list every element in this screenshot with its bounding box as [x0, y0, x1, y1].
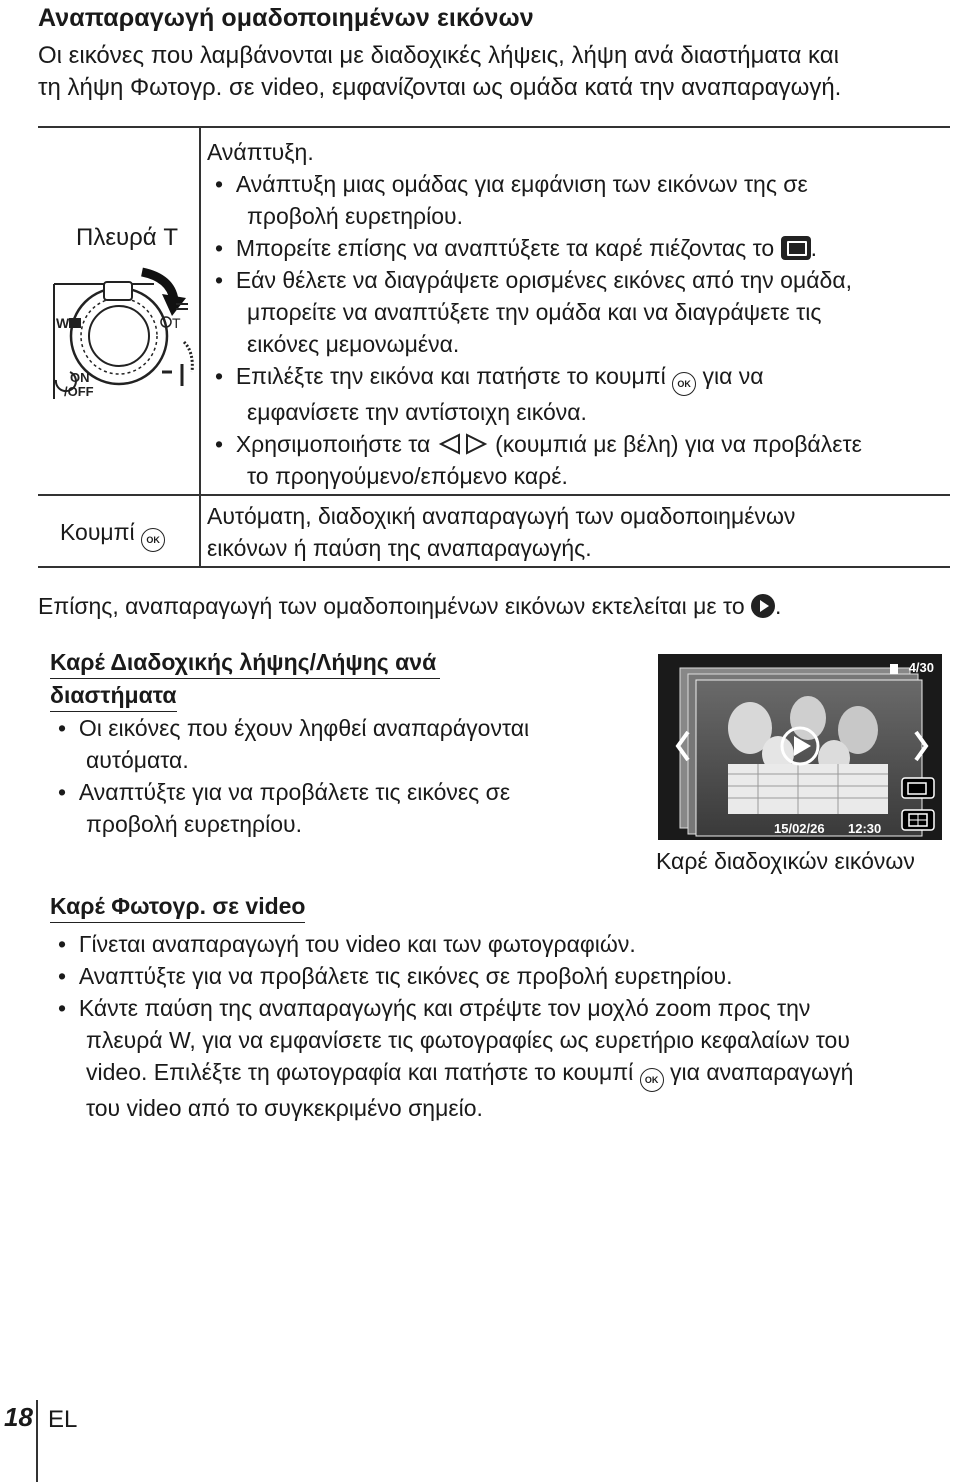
table-bottom-rule — [38, 566, 950, 568]
left-right-arrows-icon — [437, 433, 489, 455]
on-label: ON — [70, 370, 90, 385]
pv-bullet-3: • Κάντε παύση της αναπαραγωγής και στρέψτε τον μοχλό zoom προς την πλευρά W, για να εμφανίσετε τις φωτογραφίες ως ευρετήριο κεφαλαίων του video. Επιλέξτε τη φωτογραφία και πατήστε το κουμπί OK για αναπαραγωγή του video από το συγκεκριμένο σημείο. — [58, 995, 854, 1121]
frame-time: 12:30 — [848, 821, 882, 836]
burst-bullet-2: • Αναπτύξτε για να προβάλετε τις εικόνες σε προβολή ευρετηρίου. — [58, 779, 511, 837]
t-side-label: Πλευρά T — [76, 224, 179, 251]
figure-caption: Καρέ διαδοχικών εικόνων — [656, 848, 915, 874]
expand-bullets — [215, 168, 945, 492]
bullet-3: • Εάν θέλετε να διαγράψετε ορισμένες εικόνες από την ομάδα, μπορείτε να αναπτύξετε την ομάδα και να διαγράψετε τις εικόνες μεμονωμένα. — [215, 267, 853, 357]
burst-frame-figure — [658, 654, 942, 840]
intro-paragraph — [38, 40, 938, 104]
pv-bullet-2: • Αναπτύξτε για να προβάλετε τις εικόνες σε προβολή ευρετηρίου. — [58, 963, 733, 989]
bullet-4: • Επιλέξτε την εικόνα και πατήστε το κουμπί OK για να εμφανίσετε την αντίστοιχη εικόνα. — [215, 363, 764, 425]
ok-button-icon: OK — [141, 528, 165, 552]
autoplay-description: Αυτόματη, διαδοχική αναπαραγωγή των ομαδοποιημένων εικόνων ή παύση της αναπαραγωγής. — [207, 503, 796, 561]
intro-line-2: τη λήψη Φωτογρ. σε video, εμφανίζονται ως ομάδα κατά την αναπαραγωγή. — [38, 74, 842, 101]
table-top-rule — [38, 126, 950, 128]
bullet-5: • Χρησιμοποιήστε τα (κουμπιά με βέλη) για να προβάλετε το προηγούμενο/επόμενο καρέ. — [215, 431, 862, 489]
play-icon — [751, 594, 775, 618]
frame-counter: 4/30 — [908, 660, 934, 675]
burst-bullet-1: • Οι εικόνες που έχουν ληφθεί αναπαράγονται αυτόματα. — [58, 715, 530, 773]
ok-button-label-cell: Κουμπί OK — [60, 516, 165, 552]
group-expand-icon — [781, 236, 811, 260]
ok-button-icon: OK — [672, 372, 696, 396]
page-title: Αναπαραγωγή ομαδοποιημένων εικόνων — [38, 4, 534, 32]
section-burst-bullets — [58, 712, 618, 840]
section-photo-video-bullets — [58, 928, 958, 1124]
camera-zoom-lever-illustration — [44, 264, 194, 414]
screen-photo — [658, 654, 942, 840]
off-label: /OFF — [64, 384, 94, 399]
pv-bullet-1: • Γίνεται αναπαραγωγή του video και των φωτογραφιών. — [58, 931, 636, 957]
ok-button-icon: OK — [640, 1068, 664, 1092]
footer-rule — [36, 1400, 38, 1482]
intro-line-1: Οι εικόνες που λαμβάνονται με διαδοχικές λήψεις, λήψη ανά διαστήματα και — [38, 42, 839, 69]
table-column-rule — [199, 126, 201, 566]
page-language: EL — [48, 1406, 78, 1433]
expand-heading: Ανάπτυξη. — [207, 139, 314, 165]
page-number: 18 — [4, 1402, 33, 1432]
t-label: T — [172, 315, 181, 331]
section-burst-heading: Καρέ Διαδοχικής λήψης/Λήψης ανά διαστήματα — [50, 646, 440, 712]
frame-date: 15/02/26 — [774, 821, 825, 836]
w-label: W — [56, 315, 70, 331]
bullet-1: • Ανάπτυξη μιας ομάδας για εμφάνιση των εικόνων της σε προβολή ευρετηρίου. — [215, 171, 808, 229]
also-line: Επίσης, αναπαραγωγή των ομαδοποιημένων εικόνων εκτελείται με το . — [38, 593, 782, 619]
section-photo-video-heading: Καρέ Φωτογρ. σε video — [50, 890, 305, 923]
table-mid-rule — [38, 494, 950, 496]
bullet-2: • Μπορείτε επίσης να αναπτύξετε τα καρέ πιέζοντας το . — [215, 235, 817, 261]
